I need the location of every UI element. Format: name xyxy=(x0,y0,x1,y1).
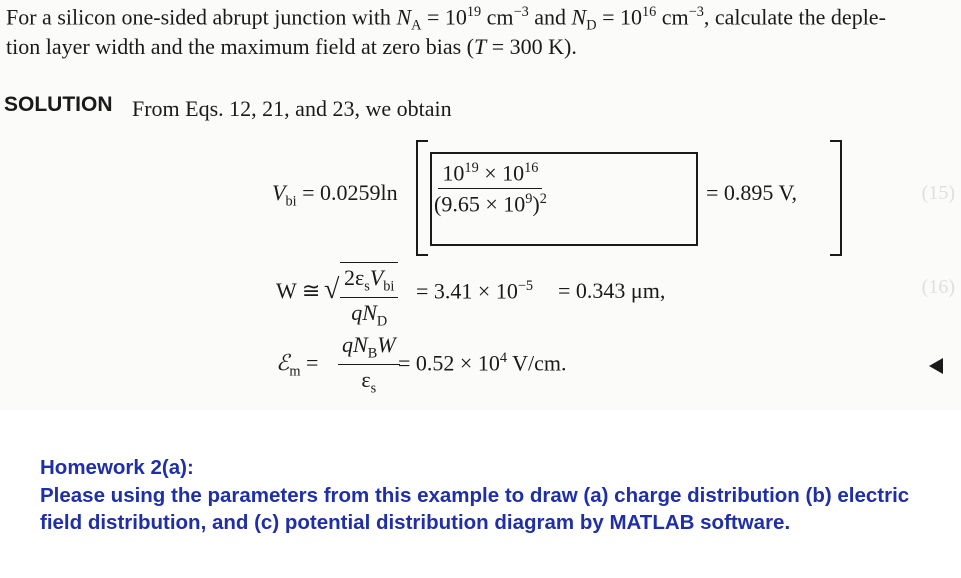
vbi-den-exp: 9 xyxy=(525,191,533,208)
vbi-den-pow: 2 xyxy=(539,191,547,208)
w-symbol: W ≅ xyxy=(276,278,321,303)
and-word: and xyxy=(528,4,572,30)
sqrt-icon: √ xyxy=(324,274,340,305)
right-bracket xyxy=(830,140,842,256)
w-den-qn: qN xyxy=(351,300,377,326)
homework-body: Please using the parameters from this example to draw (a) charge distribution (b) electric field distribution, and (c) potential distribution diagram by MATLAB software. xyxy=(40,483,910,534)
vbi-fraction xyxy=(434,160,547,218)
w-middle xyxy=(416,278,533,304)
em-unit: V/cm. xyxy=(506,350,567,376)
em-lhs xyxy=(276,350,318,380)
nd-exponent: 16 xyxy=(641,4,657,20)
inner-bracket-right xyxy=(554,152,698,246)
w-den-sub: D xyxy=(376,313,388,330)
em-subscript: m xyxy=(289,363,301,380)
em-num-w: W xyxy=(377,332,396,357)
vbi-coefficient: = 0.0259ln xyxy=(296,180,398,205)
solution-label: SOLUTION xyxy=(4,93,113,116)
nd-unit: cm xyxy=(656,4,689,30)
vbi-subscript: bi xyxy=(285,193,297,210)
em-num-qn: qN xyxy=(342,332,368,357)
w-num-eps: 2ε xyxy=(344,265,365,290)
temperature-symbol: T xyxy=(473,34,487,59)
vbi-times: × 10 xyxy=(478,160,525,186)
temperature-value: = 300 K). xyxy=(486,34,577,59)
w-middle-exp: −5 xyxy=(517,278,534,294)
na-unit: cm xyxy=(481,4,514,30)
na-exponent: 19 xyxy=(466,4,482,20)
margin-number-15: (15) xyxy=(921,182,955,204)
vbi-result: = 0.895 V, xyxy=(706,180,798,205)
problem-text: For a silicon one-sided abrupt junction with xyxy=(6,4,397,30)
vbi-den-close: ) xyxy=(532,191,540,217)
margin-number-16: (16) xyxy=(921,276,955,298)
em-fraction xyxy=(338,332,400,398)
em-den-eps: ε xyxy=(361,367,371,393)
em-numerator xyxy=(338,332,400,365)
w-num-v-sub: bi xyxy=(383,278,395,295)
em-den-sub: s xyxy=(370,380,377,397)
w-fraction xyxy=(340,262,398,331)
na-symbol: N xyxy=(396,4,412,30)
vbi-bracket xyxy=(416,140,842,252)
em-symbol: ℰ xyxy=(276,350,290,375)
problem-text-end: , calculate the deple- xyxy=(703,4,886,30)
vbi-symbol: V xyxy=(272,180,286,205)
homework-block xyxy=(40,454,920,537)
vbi-num-exp2: 16 xyxy=(524,160,539,176)
em-equals: = xyxy=(300,350,319,375)
em-result xyxy=(398,350,566,376)
problem-text-2: tion layer width and the maximum field at zero bias ( xyxy=(6,34,474,59)
w-num-v: V xyxy=(369,265,384,290)
vbi-den-base: (9.65 × 10 xyxy=(434,191,526,217)
left-bracket xyxy=(416,140,428,256)
left-arrow-icon xyxy=(929,358,943,374)
nd-unit-exponent: −3 xyxy=(688,4,704,20)
homework-title: Homework 2(a): xyxy=(40,456,194,479)
na-equals: = 10 xyxy=(421,4,467,30)
w-num-eps-sub: s xyxy=(364,278,370,295)
em-result-exp: 4 xyxy=(499,350,507,366)
vbi-numerator xyxy=(438,160,542,189)
em-result-value: = 0.52 × 10 xyxy=(398,350,500,376)
w-result: = 0.343 μm, xyxy=(558,278,666,303)
vbi-denominator xyxy=(434,189,547,217)
w-numerator xyxy=(340,265,398,298)
em-num-sub: B xyxy=(367,345,378,362)
nd-equals: = 10 xyxy=(596,4,642,30)
nd-subscript: D xyxy=(586,17,597,34)
vbi-num-exp1: 19 xyxy=(464,160,479,176)
na-unit-exponent: −3 xyxy=(513,4,529,20)
problem-line-1 xyxy=(6,4,886,35)
vbi-num-base: 10 xyxy=(442,160,465,186)
em-denominator xyxy=(361,365,376,397)
solution-intro: From Eqs. 12, 21, and 23, we obtain xyxy=(132,96,452,121)
w-middle-value: = 3.41 × 10 xyxy=(416,278,518,304)
w-denominator xyxy=(351,298,387,330)
na-subscript: A xyxy=(411,17,422,34)
problem-line-2 xyxy=(6,34,577,60)
nd-symbol: N xyxy=(571,4,587,30)
